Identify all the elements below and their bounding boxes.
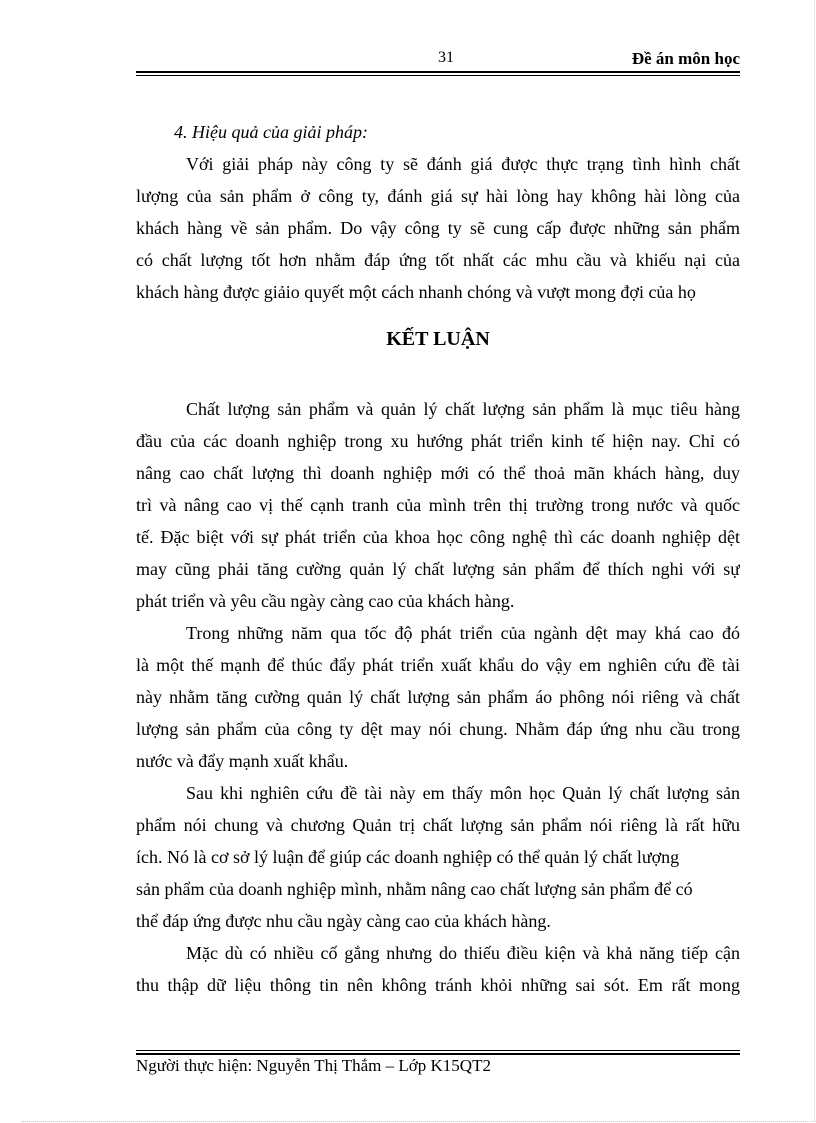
section-line: khách hàng về sản phẩm. Do vậy công ty sẽ cung cấp được những sản phẩm: [136, 218, 740, 238]
paragraph-line: Mặc dù có nhiều cố gắng nhưng do thiếu điều kiện và khả năng tiếp cận: [186, 943, 740, 963]
paragraph-line: Trong những năm qua tốc độ phát triển của ngành dệt may khá cao đó: [186, 623, 740, 643]
paragraph-line: may cũng phải tăng cường quản lý chất lượng sản phẩm để thích nghi với sự: [136, 559, 740, 579]
section-line: lượng của sản phẩm ở công ty, đánh giá sự hài lòng hay không hài lòng của: [136, 186, 740, 206]
paragraph-line: thu thập dữ liệu thông tin nên không tránh khỏi những sai sót. Em rất mong: [136, 975, 740, 995]
paragraph-line: phẩm nói chung và chương Quản trị chất lượng sản phẩm nói riêng là rất hữu: [136, 815, 740, 835]
conclusion-title: KẾT LUẬN: [386, 328, 490, 350]
paragraph-line: đầu của các doanh nghiệp trong xu hướng phát triển kinh tế hiện nay. Chỉ có: [136, 431, 740, 451]
paragraph-line: Sau khi nghiên cứu đề tài này em thấy môn học Quản lý chất lượng sản: [186, 783, 740, 803]
section-line: Với giải pháp này công ty sẽ đánh giá được thực trạng tình hình chất: [186, 154, 740, 174]
paragraph-line: nước và đẩy mạnh xuất khẩu.: [136, 751, 349, 771]
paragraph-line: tế. Đặc biệt với sự phát triển của khoa học công nghệ thì các doanh nghiệp dệt: [136, 527, 740, 547]
footer-rule-thick: [136, 1053, 740, 1055]
section-line: khách hàng được giảio quyết một cách nhanh chóng và vượt mong đợi của họ: [136, 282, 696, 302]
page-footer: [136, 1050, 740, 1090]
paragraph-line: này nhằm tăng cường quản lý chất lượng sản phẩm áo phông nói riêng và chất: [136, 687, 740, 707]
paragraph-line: sản phẩm của doanh nghiệp mình, nhằm nâng cao chất lượng sản phẩm để có: [136, 879, 693, 899]
section-heading: 4. Hiệu quả của giải pháp:: [174, 122, 368, 142]
paragraph-line: ích. Nó là cơ sở lý luận để giúp các doanh nghiệp có thể quản lý chất lượng: [136, 847, 680, 867]
paragraph-line: trì và nâng cao vị thế cạnh tranh của mình trên thị trường trong nước và quốc: [136, 495, 740, 515]
page-edge-right: [814, 0, 815, 1121]
page-number: 31: [438, 49, 454, 66]
section-line: có chất lượng tốt hơn nhằm đáp ứng tốt nhất các mhu cầu và khiếu nại của: [136, 250, 740, 270]
paragraph-line: thể đáp ứng được nhu cầu ngày càng cao của khách hàng.: [136, 911, 551, 931]
header-rule-thin: [136, 75, 740, 76]
page-edge-bottom: [22, 1121, 816, 1122]
author-credit: Người thực hiện: Nguyễn Thị Thắm – Lớp K15QT2: [136, 1056, 491, 1075]
header-rule-thick: [136, 71, 740, 73]
footer-rule-thin: [136, 1050, 740, 1051]
paragraph-line: là một thế mạnh để thúc đẩy phát triển xuất khẩu do vậy em nghiên cứu đề tài: [136, 655, 740, 675]
page-header: [136, 44, 740, 74]
document-title: Đề án môn học: [631, 49, 740, 68]
paragraph-line: Chất lượng sản phẩm và quản lý chất lượng sản phẩm là mục tiêu hàng: [186, 399, 740, 419]
paragraph-line: nâng cao chất lượng thì doanh nghiệp mới có thể thoả mãn khách hàng, duy: [136, 463, 740, 483]
paragraph-line: phát triển và yêu cầu ngày càng cao của khách hàng.: [136, 591, 515, 611]
paragraph-line: lượng sản phẩm của công ty dệt may nói chung. Nhằm đáp ứng nhu cầu trong: [136, 719, 740, 739]
